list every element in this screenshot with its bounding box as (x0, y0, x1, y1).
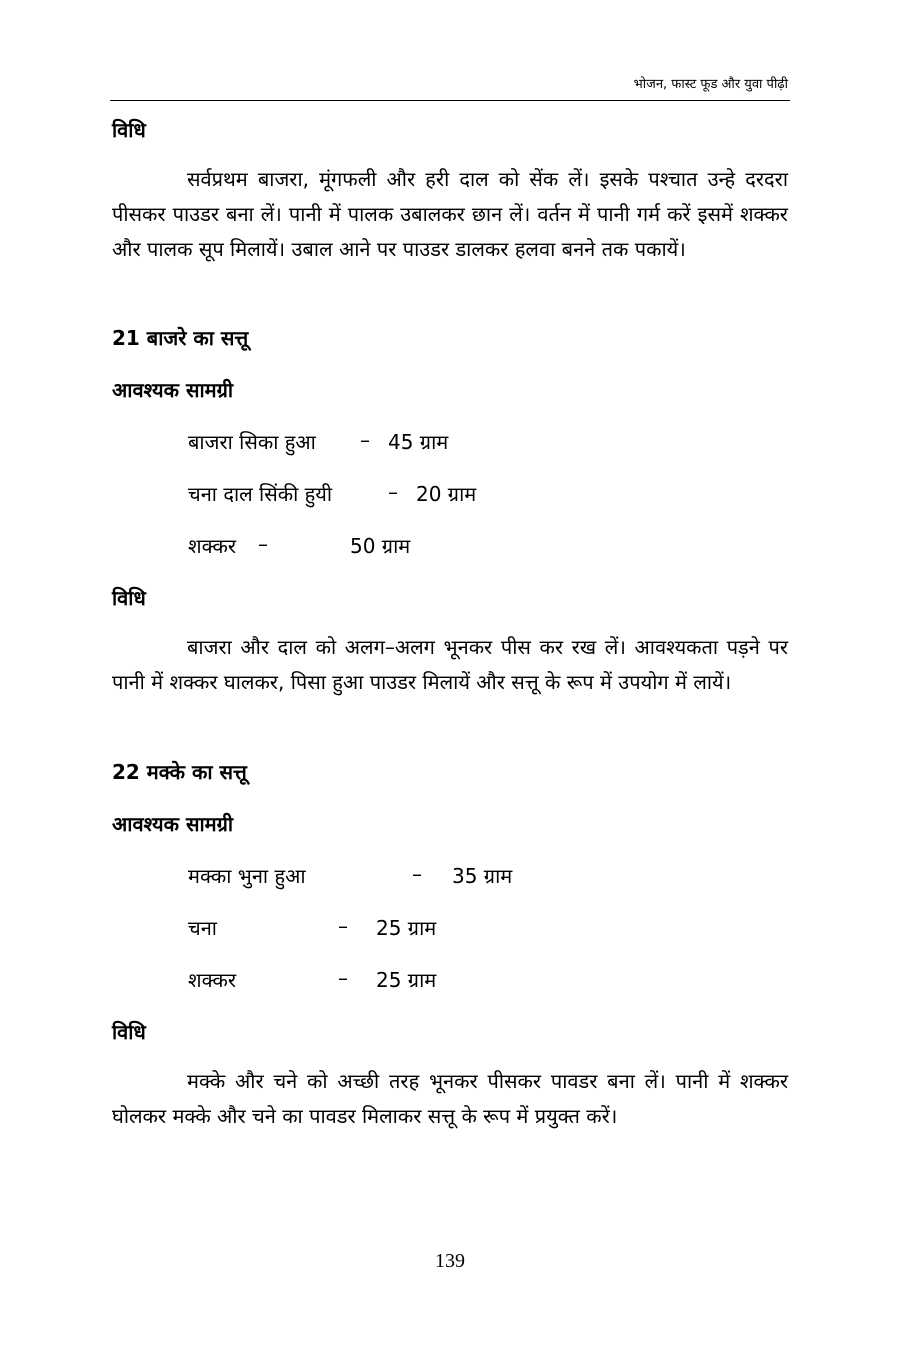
running-header: भोजन, फास्ट फूड और युवा पीढ़ी (633, 77, 788, 92)
ingredient-name: चना दाल सिंकी हुयी (188, 482, 333, 506)
method-heading: विधि (112, 118, 146, 142)
ingredient-name: शक्कर (188, 534, 237, 558)
ingredient-dash: – (412, 862, 422, 886)
ingredient-quantity: 25 ग्राम (376, 916, 437, 940)
ingredient-dash: – (338, 966, 348, 990)
ingredient-quantity: 20 ग्राम (416, 482, 477, 506)
ingredient-quantity: 25 ग्राम (376, 968, 437, 992)
ingredient-name: चना (188, 916, 217, 940)
ingredient-dash: – (258, 532, 268, 556)
ingredient-quantity: 35 ग्राम (452, 864, 513, 888)
ingredient-dash: – (338, 914, 348, 938)
ingredients-heading: आवश्यक सामग्री (112, 812, 234, 836)
ingredient-dash: – (388, 480, 398, 504)
ingredient-dash: – (360, 428, 370, 452)
method-paragraph: मक्के और चने को अच्छी तरह भूनकर पीसकर पावडर बना लें। पानी में शक्कर घोलकर मक्के और चने का पावडर मिलाकर सत्तू के रूप में प्रयुक्त करें। (112, 1069, 788, 1128)
method-heading: विधि (112, 1020, 146, 1044)
ingredients-heading: आवश्यक सामग्री (112, 378, 234, 402)
method-paragraph: बाजरा और दाल को अलग–अलग भूनकर पीस कर रख लें। आवश्यकता पड़ने पर पानी में शक्कर घालकर, पिसा हुआ पाउडर मिलायें और सत्तू के रूप में उपयोग में लायें। (112, 635, 788, 694)
method-heading: विधि (112, 586, 146, 610)
method-paragraph: सर्वप्रथम बाजरा, मूंगफली और हरी दाल को सेंक लें। इसके पश्चात उन्हे दरदरा पीसकर पाउडर बना लें। पानी में पालक उबालकर छान लें। वर्तन में पानी गर्म करें इसमें शक्कर और पालक सूप मिलायें। उबाल आने पर पाउडर डालकर हलवा बनने तक पकायें। (112, 167, 788, 261)
ingredient-name: मक्का भुना हुआ (188, 864, 306, 888)
ingredient-name: बाजरा सिका हुआ (188, 430, 316, 454)
recipe-title: 22 मक्के का सत्तू (112, 760, 247, 784)
ingredient-name: शक्कर (188, 968, 237, 992)
recipe-title: 21 बाजरे का सत्तू (112, 326, 249, 350)
ingredient-quantity: 50 ग्राम (350, 534, 411, 558)
header-rule (110, 100, 790, 101)
page-number: 139 (435, 1250, 465, 1272)
ingredient-quantity: 45 ग्राम (388, 430, 449, 454)
